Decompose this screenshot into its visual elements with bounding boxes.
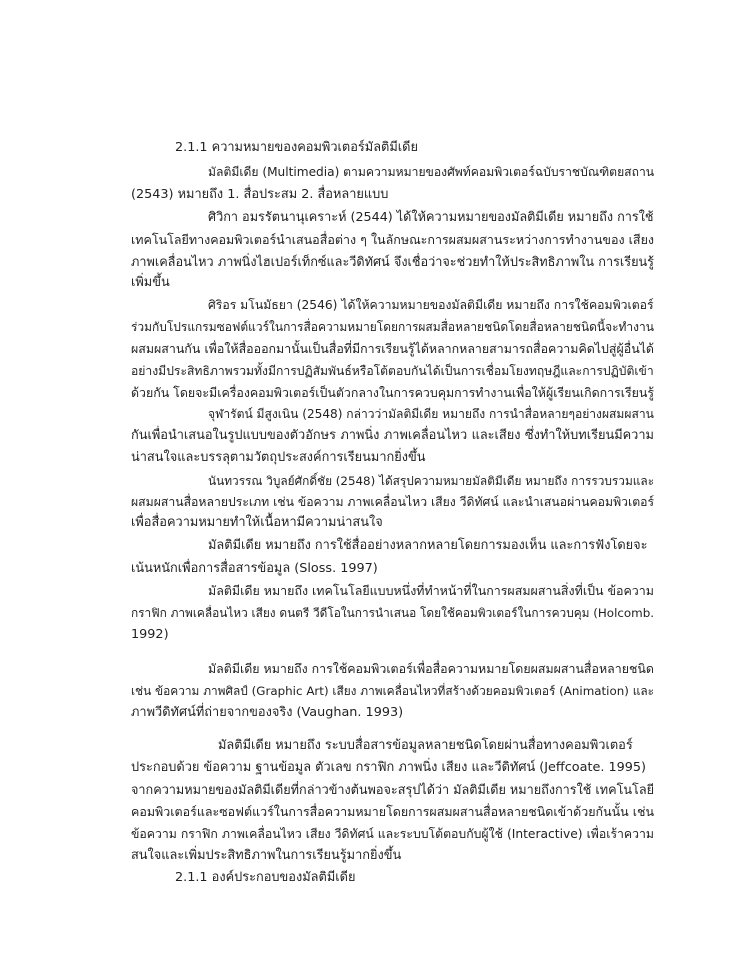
paragraph-line: น่าสนใจและบรรลุตามวัตถุประสงค์การเรียนมากยิ่งขึ้น bbox=[131, 450, 426, 465]
paragraph-line: กันเพื่อนำเสนอในรูปแบบของตัวอักษร ภาพนิ่ง ภาพเคลื่อนไหว และเสียง ซึ่งทำให้บทเรียนมีความ bbox=[131, 428, 654, 443]
paragraph-line: ภาพวีดิทัศน์ที่ถ่ายจากของจริง (Vaughan. 1993) bbox=[131, 705, 404, 720]
paragraph-line: ประกอบด้วย ข้อความ ฐานข้อมูล ตัวเลข กราฟิก ภาพนิ่ง เสียง และวีดิทัศน์ (Jeffcoate. 1995) bbox=[131, 760, 647, 775]
section-heading: 2.1.1 องค์ประกอบของมัลติมีเดีย bbox=[175, 870, 356, 885]
paragraph-line: (2543) หมายถึง 1. สื่อประสม 2. สื่อหลายแบบ bbox=[131, 187, 389, 202]
paragraph-line: สนใจและเพิ่มประสิทธิภาพในการเรียนรู้มากยิ่งขึ้น bbox=[131, 848, 402, 863]
paragraph-line: ผสมผสานกัน เพื่อให้สื่อออกมานั้นเป็นสื่อที่มีการเรียนรู้ได้หลากหลายสามารถสื่อความคิดไปสู่ผู้อื่นได้ bbox=[131, 341, 654, 356]
paragraph-line: เพื่อสื่อความหมายทำให้เนื้อหามีความน่าสนใจ bbox=[131, 515, 383, 530]
paragraph-line: เช่น ข้อความ ภาพศิลป์ (Graphic Art) เสียง ภาพเคลื่อนไหวที่สร้างด้วยคอมพิวเตอร์ (Animation) และ bbox=[131, 684, 654, 698]
paragraph-line: นันทวรรณ วิบูลย์ศักดิ์ชัย (2548) ได้สรุปความหมายมัลติมีเดีย หมายถึง การรวบรวมและ bbox=[208, 474, 655, 488]
paragraph-line: เทคโนโลยีทางคอมพิวเตอร์นำเสนอสื่อต่าง ๆ ในลักษณะการผสมผสานระหว่างการทำงานของ เสียง bbox=[131, 232, 654, 247]
paragraph-line: จากความหมายของมัลติมีเดียที่กล่าวข้างต้นพอจะสรุปได้ว่า มัลติมีเดีย หมายถึงการใช้ เทคโนโลยี bbox=[131, 782, 655, 797]
paragraph-line: ศิริอร มโนมัธยา (2546) ได้ให้ความหมายของมัลติมีเดีย หมายถึง การใช้คอมพิวเตอร์ bbox=[208, 298, 654, 312]
paragraph-line: มัลติมีเดีย หมายถึง การใช้สื่ออย่างหลากหลายโดยการมองเห็น และการฟังโดยจะ bbox=[208, 538, 648, 553]
paragraph-line: มัลติมีเดีย หมายถึง ระบบสื่อสารข้อมูลหลายชนิดโดยผ่านสื่อทางคอมพิวเตอร์ bbox=[218, 738, 633, 753]
paragraph-line: มัลติมีเดีย (Multimedia) ตามความหมายของศัพท์คอมพิวเตอร์ฉบับราชบัณฑิตยสถาน bbox=[208, 165, 655, 179]
paragraph-line: ผสมผสานสื่อหลายประเภท เช่น ข้อความ ภาพเคลื่อนไหว เสียง วีดิทัศน์ และนำเสนอผ่านคอมพิวเตอร์ bbox=[131, 495, 655, 509]
paragraph-line: กราฟิก ภาพเคลื่อนไหว เสียง ดนตรี วีดีโอในการนำเสนอ โดยใช้คอมพิวเตอร์ในการควบคุม (Holcomb. bbox=[131, 606, 654, 620]
paragraph-line: เพิ่มขึ้น bbox=[131, 275, 170, 290]
paragraph-line: อย่างมีประสิทธิภาพรวมทั้งมีการปฏิสัมพันธ์หรือโต้ตอบกันได้เป็นการเชื่อมโยงทฤษฎีและการปฏิบัติเข้า bbox=[131, 364, 654, 378]
paragraph-line: ศิวิกา อมรรัตนานุเคราะห์ (2544) ได้ให้ความหมายของมัลติมีเดีย หมายถึง การใช้ bbox=[208, 209, 654, 224]
paragraph-line: ภาพเคลื่อนไหว ภาพนิ่งไฮเปอร์เท็กซ์และวีดิทัศน์ จึงเชื่อว่าจะช่วยทำให้ประสิทธิภาพใน การเรียนรู้ bbox=[131, 254, 654, 269]
paragraph-line: คอมพิวเตอร์และซอฟต์แวร์ในการสื่อความหมายโดยการผสมผสานสื่อหลายชนิดเข้าด้วยกันนั้น เช่น bbox=[131, 804, 654, 819]
section-heading: 2.1.1 ความหมายของคอมพิวเตอร์มัลติมีเดีย bbox=[175, 140, 418, 155]
paragraph-line: ข้อความ กราฟิก ภาพเคลื่อนไหว เสียง วีดิทัศน์ และระบบโต้ตอบกับผู้ใช้ (Interactive) เพื่อเร้าความ bbox=[131, 827, 654, 841]
paragraph-line: มัลติมีเดีย หมายถึง การใช้คอมพิวเตอร์เพื่อสื่อความหมายโดยผสมผสานสื่อหลายชนิด bbox=[208, 661, 654, 676]
paragraph-line: 1992) bbox=[131, 627, 169, 642]
paragraph-line: ร่วมกับโปรแกรมซอฟต์แวร์ในการสื่อความหมายโดยการผสมสื่อหลายชนิดโดยสื่อหลายชนิดนี้จะทำงาน bbox=[131, 320, 654, 334]
paragraph-line: มัลติมีเดีย หมายถึง เทคโนโลยีแบบหนึ่งที่ทำหน้าที่ในการผสมผสานสิ่งที่เป็น ข้อความ bbox=[208, 583, 654, 598]
paragraph-line: จุฬารัตน์ มีสูงเนิน (2548) กล่าวว่ามัลติมีเดีย หมายถึง การนำสื่อหลายๆอย่างผสมผสาน bbox=[208, 407, 654, 421]
paragraph-line: ด้วยกัน โดยจะมีเครื่องคอมพิวเตอร์เป็นตัวกลางในการควบคุมการทำงานเพื่อให้ผู้เรียนเกิดการเรียนรู้ bbox=[131, 385, 655, 400]
paragraph-line: เน้นหนักเพื่อการสื่อสารข้อมูล (Sloss. 1997) bbox=[131, 561, 378, 576]
